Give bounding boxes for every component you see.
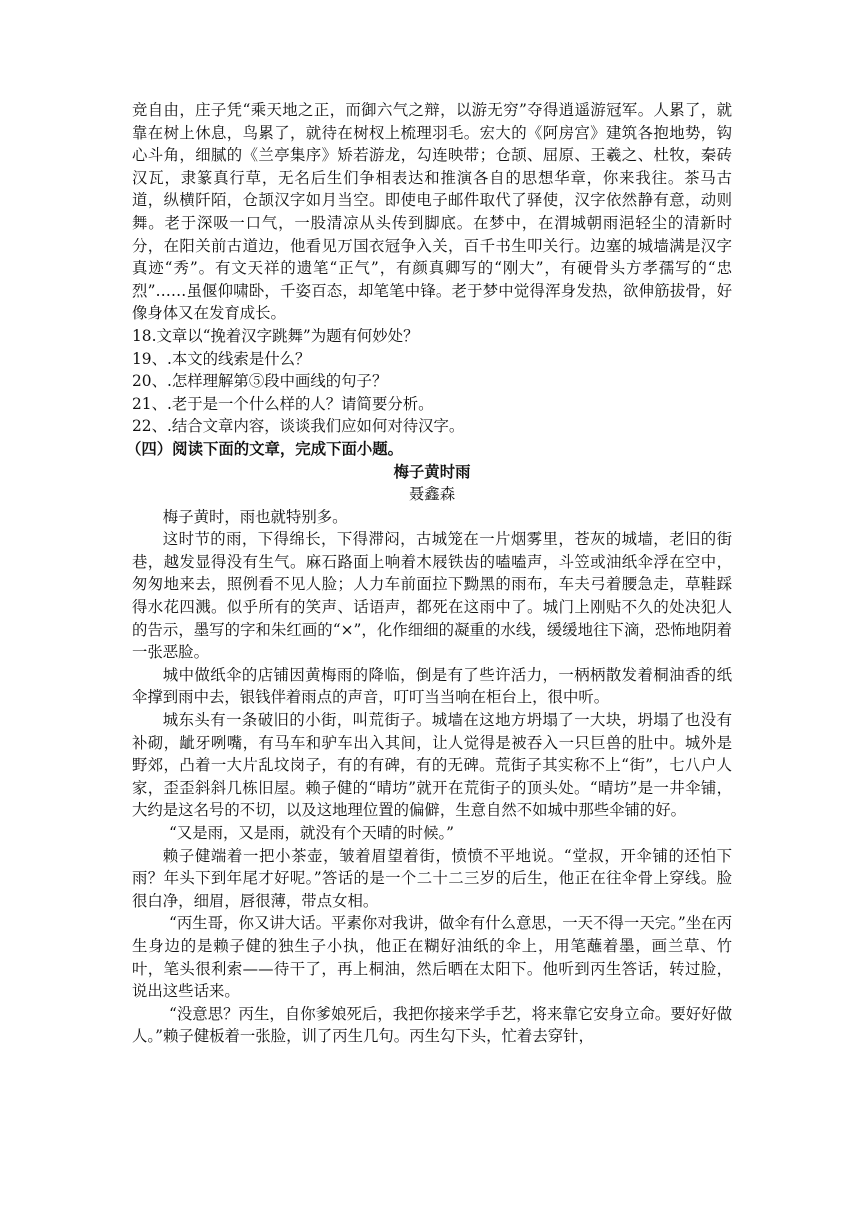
paragraph-7: “丙生哥，你又讲大话。平素你对我讲，做伞有什么意思，一天不得一天完。”坐在丙生身边的是赖子健的独生子小执，他正在糊好油纸的伞上，用笔蘸着墨，画兰草、竹叶，笔头很利索——待干了，再上桐油，然后晒在太阳下。他听到丙生答话，转过脸，说出这些话来。 <box>132 914 732 1001</box>
paragraph-2: 这时节的雨，下得绵长，下得滞闷，古城笼在一片烟雾里，苍灰的城墙，老旧的街巷，越发显得没有生气。麻石路面上响着木屐铁齿的嗑嗑声，斗笠或油纸伞浮在空中，匆匆地来去，照例看不见人脸；人力车前面拉下黝黑的雨布，车夫弓着腰急走，草鞋踩得水花四溅。似乎所有的笑声、话语声，都死在这雨中了。城门上刚贴不久的处决犯人的告示，墨写的字和朱红画的“×”，化作细细的凝重的水线，缓缓地往下滴，恐怖地阴着一张恶脸。 <box>132 530 732 662</box>
question-18: 18.文章以“挽着汉字跳舞”为题有何妙处？ <box>132 326 419 345</box>
article-author: 聂鑫森 <box>408 485 456 504</box>
document-page <box>126 99 732 1048</box>
paragraph-5: “又是雨，又是雨，就没有个天晴的时候。” <box>168 824 455 842</box>
paragraph-3: 城中做纸伞的店铺因黄梅雨的降临，倒是有了些许活力，一柄柄散发着桐油香的纸伞撑到雨中去，银钱伴着雨点的声音，叮叮当当响在柜台上，很中听。 <box>132 665 732 707</box>
question-20: 20、.怎样理解第⑤段中画线的句子？ <box>132 372 388 391</box>
question-22: 22、.结合文章内容，谈谈我们应如何对待汉字。 <box>132 417 465 436</box>
paragraph-8: “没意思？丙生，自你爹娘死后，我把你接来学手艺，将来靠它安身立命。要好好做人。”赖子健板着一张脸，训了丙生几句。丙生勾下头，忙着去穿针， <box>132 1004 732 1046</box>
paragraph-1: 梅子黄时，雨也就特别多。 <box>162 507 348 526</box>
section-heading: （四）阅读下面的文章，完成下面小题。 <box>126 439 404 458</box>
passage-continuation: 竞自由，庄子凭“乘天地之正，而御六气之辩，以游无穷”夺得逍遥游冠军。人累了，就靠在树上休息，鸟累了，就待在树杈上梳理羽毛。宏大的《阿房宫》建筑各抱地势，钩心斗角，细腻的《兰亭集序》矫若游龙，勾连映带；仓颉、屈原、王羲之、杜牧，秦砖汉瓦，隶篆真行草，无名后生们争相表达和推演各自的思想华章，你来我往。茶马古道，纵横阡陌，仓颉汉字如月当空。即使电子邮件取代了驿使，汉字依然静有意，动则舞。老于深吸一口气，一股清凉从头传到脚底。在梦中，在渭城朝雨浥轻尘的清新时分，在阳关前古道边，他看见万国衣冠争入关，百千书生叩关行。边塞的城墙满是汉字真迹“秀”。有文天祥的遗笔“正气”，有颜真卿写的“刚大”，有硬骨头方孝孺写的“忠烈”……虽偃仰啸卧，千姿百态，却笔笔中锋。老于梦中觉得浑身发热，欲伸筋拔骨，好像身体又在发育成长。 <box>132 101 732 323</box>
question-21: 21、.老于是一个什么样的人？请简要分析。 <box>132 394 434 413</box>
paragraph-6: 赖子健端着一把小茶壶，皱着眉望着街，愤愤不平地说。“堂叔，开伞铺的还怕下雨？年头下到年尾才好呢。”答话的是一个二十二三岁的后生，他正在往伞骨上穿线。脸很白净，细眉，唇很薄，带点女相。 <box>132 846 732 910</box>
paragraph-4: 城东头有一条破旧的小街，叫荒街子。城墙在这地方坍塌了一大块，坍塌了也没有补砌，龇牙咧嘴，有马车和驴车出入其间，让人觉得是被吞入一只巨兽的肚中。城外是野郊，凸着一大片乱坟岗子，有的有碑，有的无碑。荒街子其实称不上“街”，七八户人家，歪歪斜斜几栋旧屋。赖子健的“晴坊”就开在荒街子的顶头处。“晴坊”是一井伞铺，大约是这名号的不切，以及这地理位置的偏僻，生意自然不如城中那些伞铺的好。 <box>132 711 732 820</box>
question-19: 19、.本文的线索是什么？ <box>132 349 311 368</box>
article-title: 梅子黄时雨 <box>393 462 471 481</box>
